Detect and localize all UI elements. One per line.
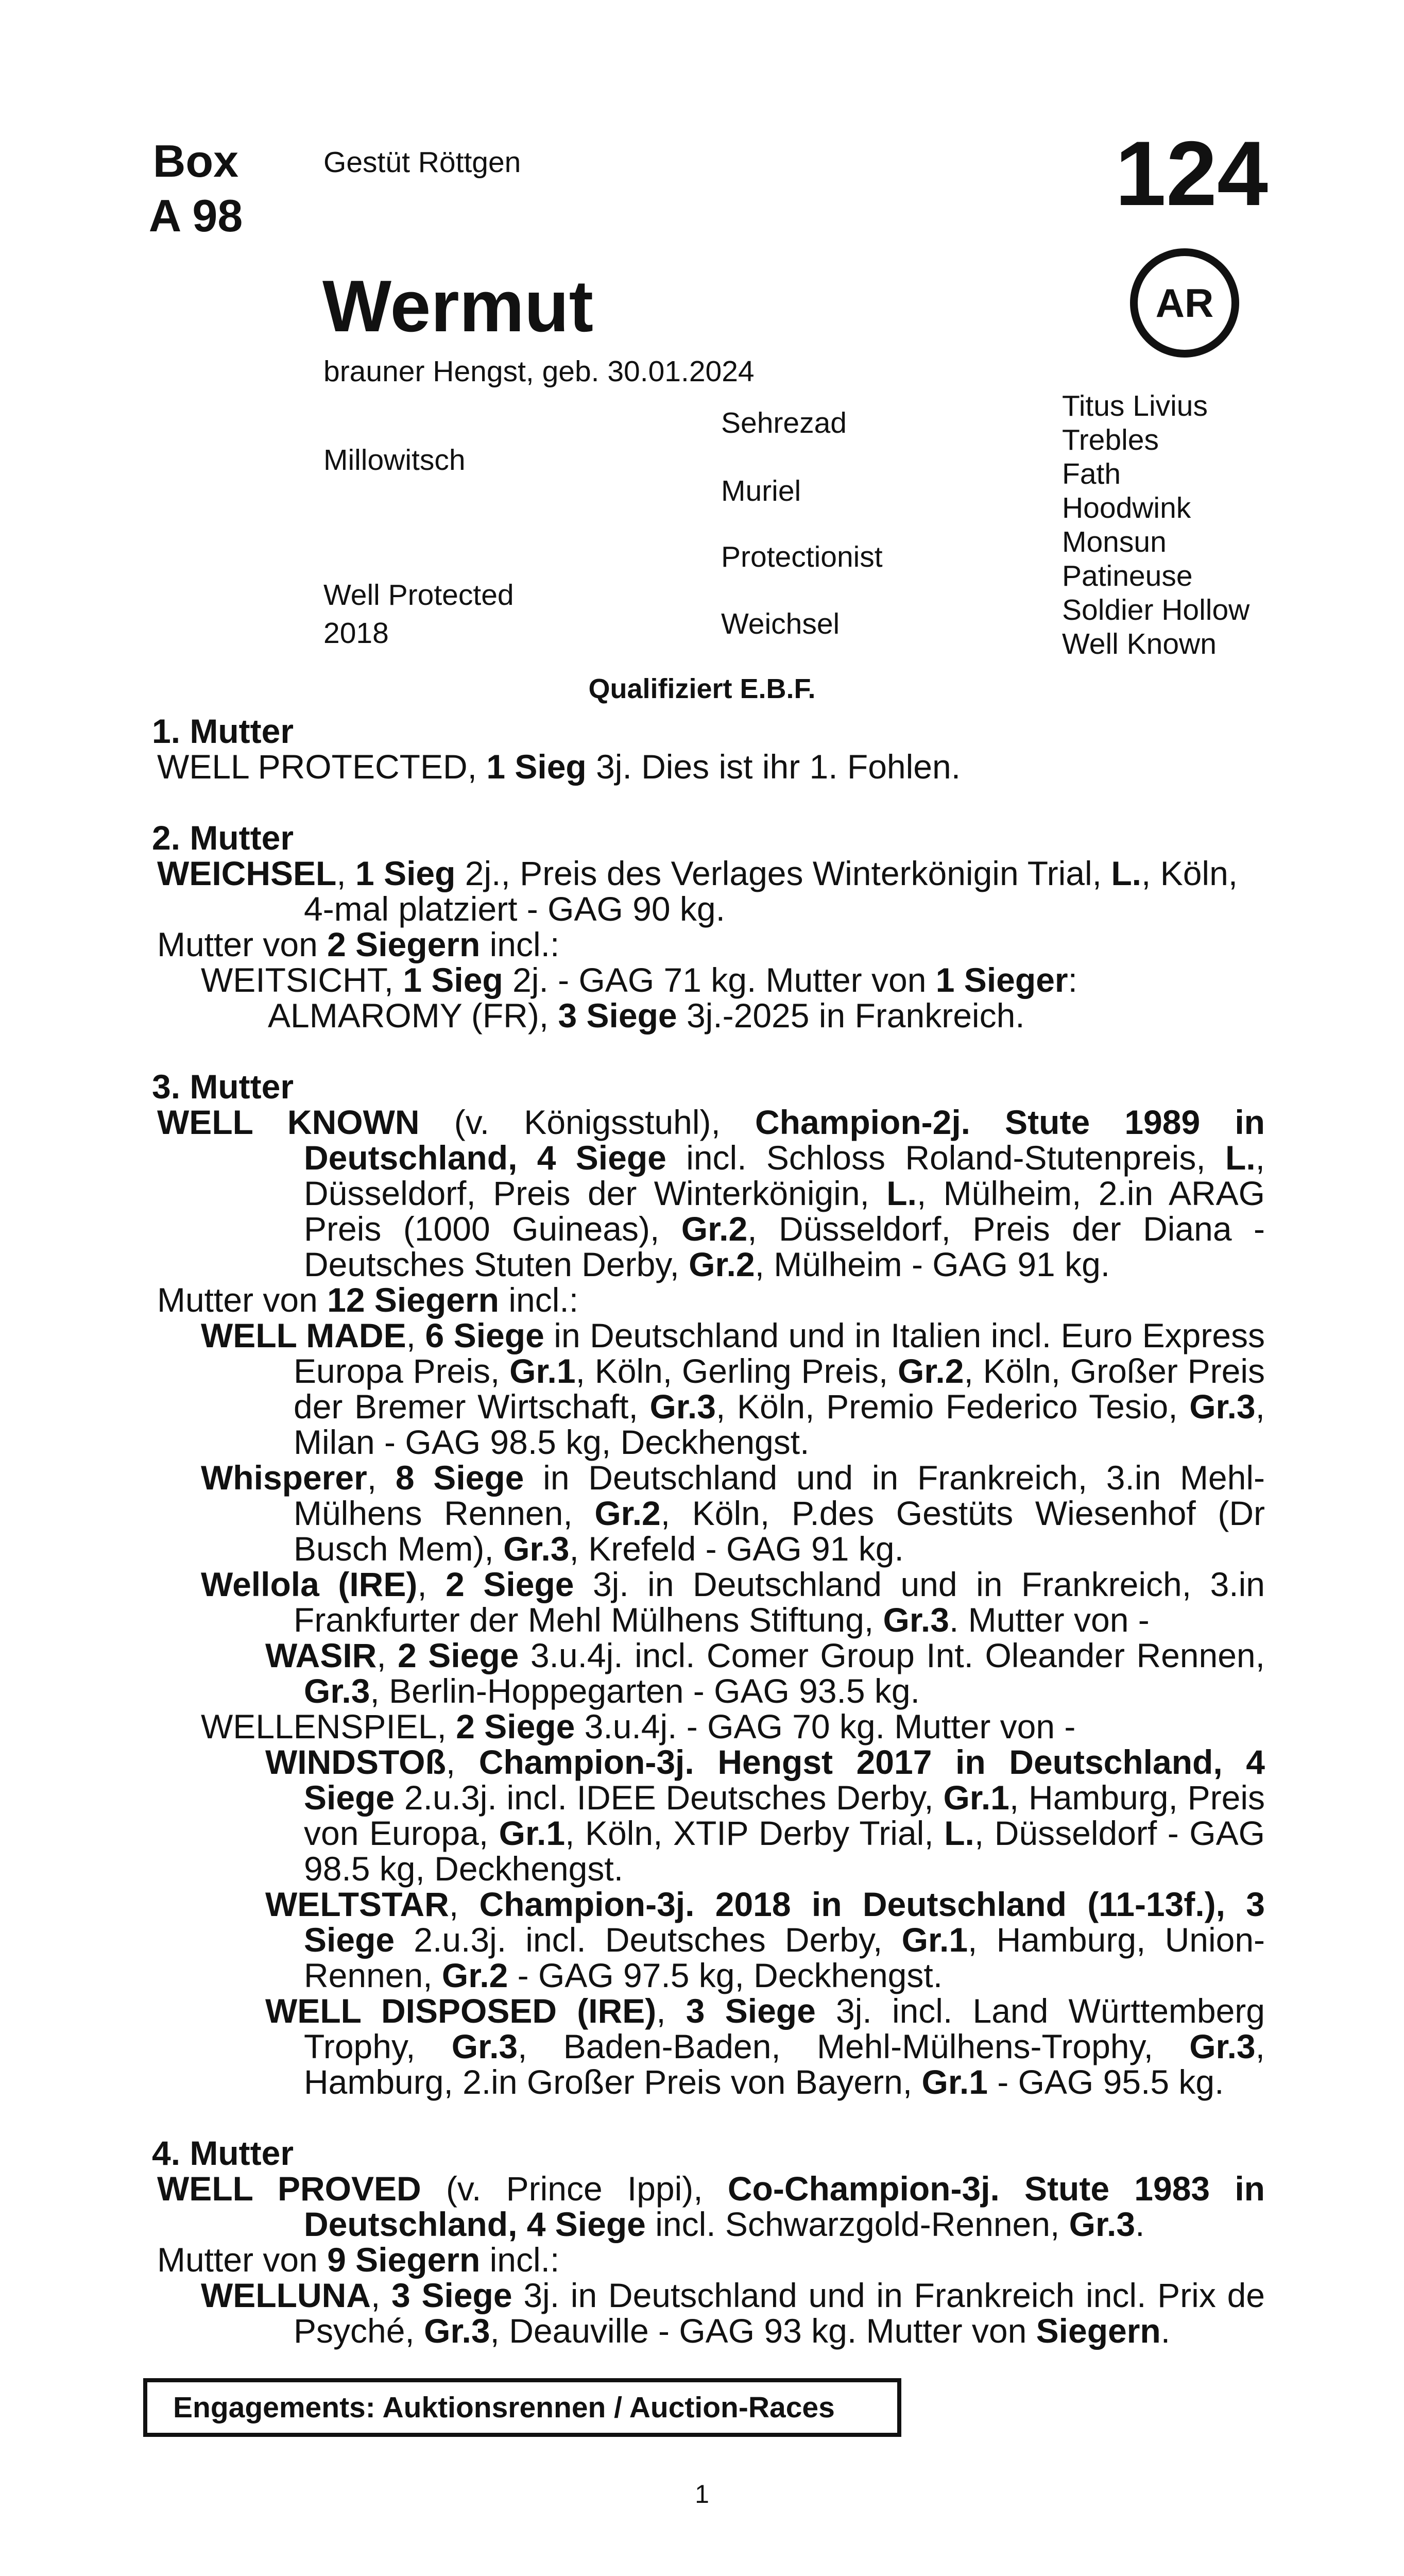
entry-text: , Düsseldorf - GAG 98.5 kg, Deckhengst. — [304, 1814, 1265, 1888]
entry-text: , Düsseldorf, Preis der Winterkönigin, — [304, 1139, 1265, 1212]
breeder: Gestüt Röttgen — [323, 146, 521, 179]
wins: 3 Siege — [686, 1992, 816, 2030]
entry-text: , Köln, Premio Federico Tesio, — [715, 1387, 1190, 1426]
offspring-name: WINDSTOß — [265, 1743, 446, 1781]
section-heading: 2. Mutter — [152, 819, 294, 857]
pedigree-sire: Millowitsch — [323, 444, 466, 477]
mother-of — [152, 1282, 1265, 1318]
entry-text: incl. Schloss Roland-Stutenpreis, — [666, 1139, 1225, 1177]
wins: 6 Siege — [425, 1316, 544, 1354]
dam-entry — [152, 856, 1265, 927]
grade: Gr.3 — [883, 1601, 949, 1639]
grade: Gr.3 — [1069, 2205, 1136, 2243]
entry-text: . Mutter von - — [949, 1601, 1150, 1639]
dam-name: WELL PROVED — [157, 2170, 421, 2208]
winners-count: 9 Siegern — [327, 2241, 481, 2279]
entry-text: 3j. in Deutschland und in Frankreich incl. Prix de Psyché, — [294, 2276, 1265, 2350]
qualification: Qualifiziert E.B.F. — [588, 673, 816, 704]
box-label — [129, 134, 263, 243]
pedigree-great-grandparent: Hoodwink — [1062, 492, 1191, 524]
offspring-entry — [152, 1887, 1265, 1993]
entry-text: 2j., Preis des Verlages Winterkönigin Trial, — [455, 854, 1111, 892]
entry-text: in Deutschland und in Frankreich, 3.in Mehl-Mülhens Rennen, — [294, 1459, 1265, 1532]
grade: Gr.2 — [681, 1210, 748, 1248]
entry-text: , Krefeld - GAG 91 kg. — [569, 1530, 904, 1568]
wins: 2 Siege — [446, 1565, 574, 1603]
grade: Gr.1 — [901, 1921, 968, 1959]
offspring-name: WELL MADE — [201, 1316, 406, 1354]
pedigree-grandparent: Sehrezad — [721, 406, 847, 439]
offspring-entry — [152, 1993, 1265, 2100]
entry-text: , Köln, XTIP Derby Trial, — [565, 1814, 945, 1852]
box-title: Box — [152, 135, 239, 187]
separator: , — [417, 1565, 446, 1603]
sire-ref: (v. Prince Ippi), — [421, 2170, 728, 2208]
grade: Gr.2 — [898, 1352, 964, 1390]
entry-text: 3j. in Deutschland und in Frankreich, 3.in Frankfurter der Mehl Mülhens Stiftung, — [294, 1565, 1265, 1639]
champion-title: Champion-3j. Hengst 2017 in Deutschland, 4 Siege — [304, 1743, 1265, 1817]
grade: Gr.3 — [304, 1672, 370, 1710]
grade: L. — [1225, 1139, 1256, 1177]
offspring-entry — [152, 1318, 1265, 1460]
wins: 2 Siege — [398, 1636, 519, 1674]
entry-text: , Hamburg, Union-Rennen, — [304, 1921, 1265, 1994]
entry-text: Mutter von — [157, 2241, 328, 2279]
pedigree-great-grandparent: Soldier Hollow — [1062, 594, 1250, 626]
ar-badge-label: AR — [1155, 280, 1214, 326]
grade: L. — [944, 1814, 974, 1852]
grade: Gr.2 — [441, 1956, 508, 1994]
offspring-entry — [152, 962, 1265, 998]
champion-title: Champion-2j. Stute 1989 in Deutschland, 4 Siege — [304, 1103, 1265, 1177]
offspring-entry — [152, 1744, 1265, 1887]
mother-of — [152, 2242, 1265, 2278]
winners-count: 1 Sieger — [935, 961, 1068, 999]
entry-text: - GAG 97.5 kg, Deckhengst. — [508, 1956, 943, 1994]
page-number: 1 — [695, 2480, 709, 2509]
pedigree-dam-year: 2018 — [323, 617, 389, 650]
grade: Gr.1 — [499, 1814, 566, 1852]
offspring-entry — [152, 1567, 1265, 1638]
wins: 1 Sieg — [486, 748, 587, 786]
dam-entry — [152, 1105, 1265, 1282]
entry-text: , Hamburg, Preis von Europa, — [304, 1778, 1265, 1852]
entry-text: - GAG 95.5 kg. — [987, 2063, 1224, 2101]
winners-count: Siegern — [1036, 2312, 1161, 2350]
entry-text: Mutter von — [157, 1281, 328, 1319]
wins: 1 Sieg — [355, 854, 456, 892]
section-heading: 4. Mutter — [152, 2134, 294, 2172]
entry-text: 3j. incl. Land Württemberg Trophy, — [304, 1992, 1265, 2065]
entry-text: 2j. - GAG 71 kg. Mutter von — [503, 961, 936, 999]
offspring-entry — [152, 998, 1265, 1033]
dam-entry — [152, 2171, 1265, 2242]
entry-text: Mutter von — [157, 925, 328, 963]
champion-title: Champion-3j. 2018 in Deutschland (11-13f.), 3 Siege — [304, 1885, 1265, 1959]
entry-text: 3.u.4j. - GAG 70 kg. Mutter von - — [575, 1707, 1076, 1745]
entry-text: 2.u.3j. incl. IDEE Deutsches Derby, — [395, 1778, 944, 1817]
dam-name: WELL KNOWN — [157, 1103, 420, 1141]
entry-text: , Berlin-Hoppegarten - GAG 93.5 kg. — [370, 1672, 920, 1710]
offspring-entry — [152, 1709, 1265, 1744]
engagements-box — [143, 2378, 901, 2437]
grade: Gr.3 — [649, 1387, 716, 1426]
entry-text: incl.: — [499, 1281, 579, 1319]
entry-text: , Milan - GAG 98.5 kg, Deckhengst. — [294, 1387, 1265, 1461]
section-heading: 1. Mutter — [152, 712, 294, 750]
entry-text: , Köln, Gerling Preis, — [575, 1352, 898, 1390]
offspring-entry — [152, 1460, 1265, 1567]
entry-text: incl.: — [480, 925, 560, 963]
grade: L. — [886, 1174, 917, 1212]
sire-ref: (v. Königsstuhl), — [419, 1103, 755, 1141]
pedigree-great-grandparent: Titus Livius — [1062, 389, 1208, 422]
entry-text: , Hamburg, 2.in Großer Preis von Bayern, — [304, 2027, 1265, 2101]
offspring-name: WASIR — [265, 1636, 377, 1674]
mother-of — [152, 927, 1265, 962]
winners-count: 12 Siegern — [327, 1281, 499, 1319]
pedigree-great-grandparents — [1062, 389, 1249, 661]
separator: , — [370, 2276, 392, 2314]
offspring-entry — [152, 1638, 1265, 1709]
entry-text: incl.: — [480, 2241, 560, 2279]
offspring-name: Wellola (IRE) — [201, 1565, 418, 1603]
grade: Gr.3 — [424, 2312, 490, 2350]
wins: 3 Siege — [391, 2276, 512, 2314]
entry-text: , Köln, 4-mal platziert - GAG 90 kg. — [304, 854, 1238, 928]
grade: Gr.3 — [503, 1530, 570, 1568]
offspring-name: Whisperer — [201, 1459, 367, 1497]
offspring-entry — [152, 2278, 1265, 2349]
separator: , — [336, 854, 356, 892]
entry-text: , Baden-Baden, Mehl-Mülhens-Trophy, — [518, 2027, 1190, 2065]
separator: , — [367, 1459, 396, 1497]
offspring-name: ALMAROMY (FR), — [268, 996, 558, 1035]
pedigree-great-grandparent: Fath — [1062, 457, 1121, 490]
section-heading: 3. Mutter — [152, 1067, 294, 1106]
separator: , — [449, 1885, 480, 1923]
separator: , — [656, 1992, 686, 2030]
pedigree-great-grandparent: Patineuse — [1062, 560, 1193, 592]
pedigree-grandparent: Protectionist — [721, 540, 883, 573]
pedigree-great-grandparent: Well Known — [1062, 628, 1217, 660]
entry-text: , Mülheim, 2.in ARAG Preis (1000 Guineas), — [304, 1174, 1265, 1248]
dam-lines — [152, 714, 1265, 2349]
dam-entry — [152, 749, 1265, 785]
entry-text: . — [1135, 2205, 1145, 2243]
entry-text: 3.u.4j. incl. Comer Group Int. Oleander Rennen, — [519, 1636, 1265, 1674]
engagements-label: Engagements: Auktionsrennen / Auction-Races — [173, 2391, 835, 2424]
grade: Gr.3 — [451, 2027, 518, 2065]
grade: Gr.2 — [689, 1245, 755, 1283]
box-number: A 98 — [148, 190, 243, 241]
entry-text: , Köln, P.des Gestüts Wiesenhof (Dr Busch Mem), — [294, 1494, 1265, 1568]
wins: 2 Siege — [456, 1707, 575, 1745]
entry-text: . — [1160, 2312, 1171, 2350]
grade: Gr.1 — [943, 1778, 1009, 1817]
lot-number: 124 — [1115, 122, 1268, 225]
grade: Gr.1 — [509, 1352, 576, 1390]
offspring-name: WELLUNA — [201, 2276, 371, 2314]
wins: 8 Siege — [395, 1459, 524, 1497]
entry-text: 2.u.3j. incl. Deutsches Derby, — [395, 1921, 902, 1959]
horse-name: Wermut — [322, 265, 593, 347]
grade: L. — [1111, 854, 1142, 892]
pedigree-dam: Well Protected — [323, 579, 514, 612]
ar-badge — [1130, 248, 1239, 358]
wins: 1 Sieg — [403, 961, 503, 999]
grade: Gr.3 — [1189, 1387, 1256, 1426]
grade: Gr.1 — [921, 2063, 988, 2101]
pedigree-grandparent: Muriel — [721, 474, 801, 507]
entry-text: 3j.-2025 in Frankreich. — [677, 996, 1025, 1035]
offspring-name: WEITSICHT, — [201, 961, 403, 999]
separator: , — [446, 1743, 479, 1781]
horse-description: brauner Hengst, geb. 30.01.2024 — [323, 355, 755, 388]
separator: , — [406, 1316, 425, 1354]
pedigree-great-grandparent: Trebles — [1062, 423, 1159, 456]
entry-text: incl. Schwarzgold-Rennen, — [645, 2205, 1069, 2243]
grade: Gr.2 — [594, 1494, 661, 1532]
entry-text: : — [1068, 961, 1077, 999]
entry-text: , Düsseldorf, Preis der Diana - Deutsches Stuten Derby, — [304, 1210, 1265, 1283]
dam-name: WEICHSEL — [157, 854, 337, 892]
offspring-name: WELL DISPOSED (IRE) — [265, 1992, 657, 2030]
offspring-name: WELLENSPIEL, — [201, 1707, 456, 1745]
dam-name: WELL PROTECTED, — [157, 748, 487, 786]
entry-text: in Deutschland und in Italien incl. Euro Express Europa Preis, — [294, 1316, 1265, 1390]
entry-text: 3j. Dies ist ihr 1. Fohlen. — [586, 748, 961, 786]
entry-text: , Mülheim - GAG 91 kg. — [755, 1245, 1110, 1283]
pedigree-great-grandparent: Monsun — [1062, 526, 1167, 558]
winners-count: 2 Siegern — [327, 925, 481, 963]
grade: Gr.3 — [1189, 2027, 1256, 2065]
offspring-name: WELTSTAR — [265, 1885, 449, 1923]
entry-text: , Deauville - GAG 93 kg. Mutter von — [490, 2312, 1036, 2350]
separator: , — [376, 1636, 398, 1674]
champion-title: Co-Champion-3j. Stute 1983 in Deutschland, 4 Siege — [304, 2170, 1265, 2243]
wins: 3 Siege — [558, 996, 677, 1035]
pedigree-grandparent: Weichsel — [721, 607, 840, 640]
entry-text: , Köln, Großer Preis der Bremer Wirtschaft, — [294, 1352, 1265, 1426]
